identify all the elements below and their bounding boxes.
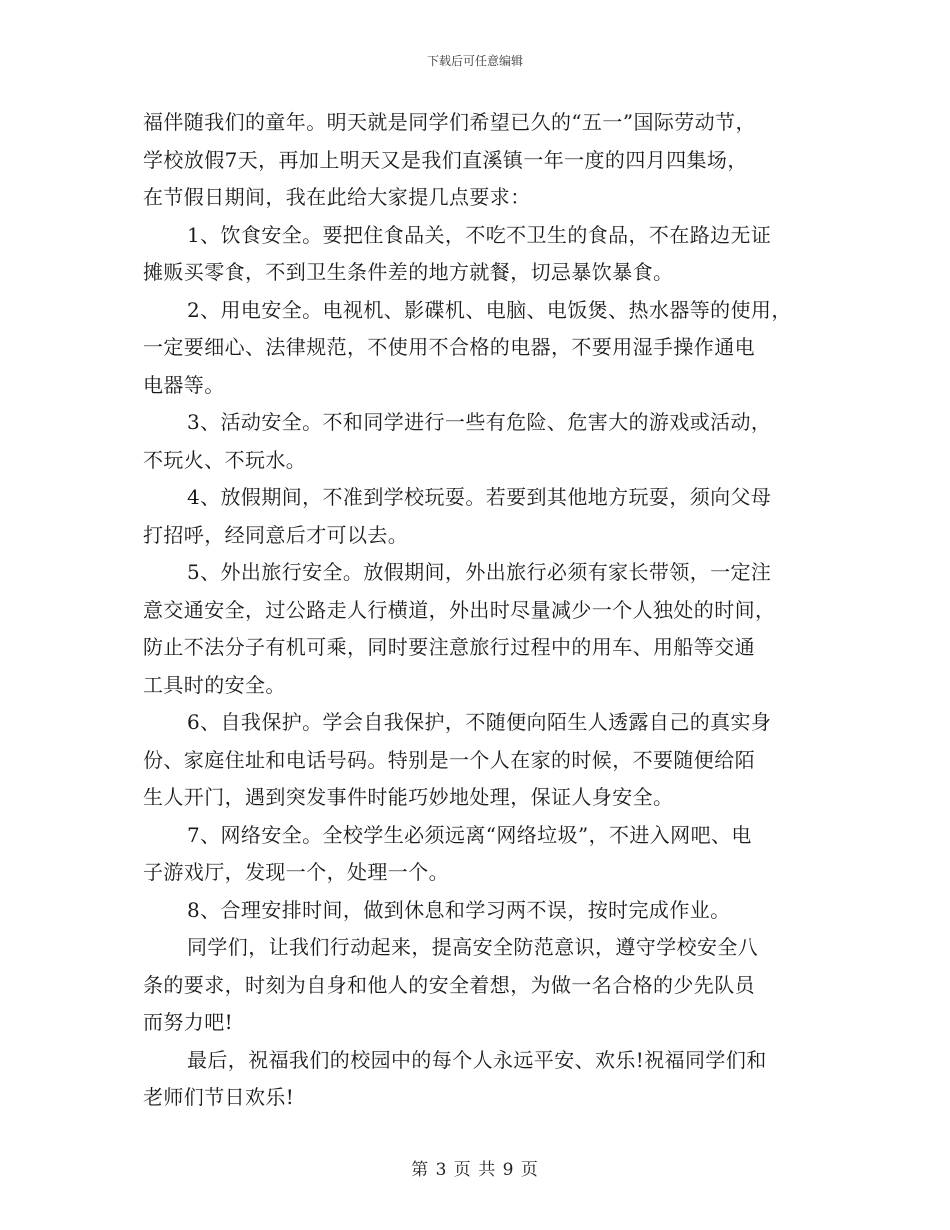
- text-line: 1、饮食安全。要把住食品关，不吃不卫生的食品，不在路边无证: [187, 222, 772, 247]
- text-line: 打招呼，经同意后才可以去。: [143, 522, 409, 547]
- text-line: 工具时的安全。: [143, 672, 286, 697]
- text-line: 5、外出旅行安全。放假期间，外出旅行必须有家长带领，一定注: [187, 560, 772, 584]
- text-line: 同学们，让我们行动起来，提高安全防范意识，遵守学校安全八: [187, 935, 759, 959]
- text-line: 摊贩买零食，不到卫生条件差的地方就餐，切忌暴饮暴食。: [143, 260, 674, 284]
- text-line: 7、网络安全。全校学生必须远离“网络垃圾”，不进入网吧、电: [187, 822, 752, 847]
- text-line: 4、放假期间，不准到学校玩耍。若要到其他地方玩耍，须向父母: [187, 485, 772, 509]
- page-footer-page-number: 第 3 页 共 9 页: [411, 1160, 539, 1180]
- text-line: 3、活动安全。不和同学进行一些有危险、危害大的游戏或活动，: [187, 410, 772, 434]
- text-line: 而努力吧!: [143, 1010, 234, 1034]
- text-line: 在节假日期间，我在此给大家提几点要求：: [143, 185, 531, 209]
- text-line: 电器等。: [143, 372, 225, 397]
- text-line: 不玩火、不玩水。: [143, 447, 307, 472]
- page-header: 下载后可任意编辑: [426, 54, 523, 68]
- text-line: 防止不法分子有机可乘，同时要注意旅行过程中的用车、用船等交通: [143, 635, 755, 659]
- text-line: 2、用电安全。电视机、影碟机、电脑、电饭煲、热水器等的使用，: [187, 297, 792, 322]
- text-line: 学校放假7天，再加上明天又是我们直溪镇一年一度的四月四集场，: [143, 147, 748, 172]
- text-line: 子游戏厅，发现一个，处理一个。: [143, 860, 449, 884]
- text-line: 老师们节日欢乐!: [143, 1085, 295, 1109]
- text-line: 8、合理安排时间，做到休息和学习两不误，按时完成作业。: [187, 897, 731, 922]
- text-line: 一定要细心、法律规范，不使用不合格的电器，不要用湿手操作通电: [143, 335, 755, 359]
- text-line: 份、家庭住址和电话号码。特别是一个人在家的时候，不要随便给陌: [143, 747, 755, 772]
- text-line: 最后，祝福我们的校园中的每个人永远平安、欢乐!祝福同学们和: [187, 1047, 767, 1072]
- text-line: 6、自我保护。学会自我保护，不随便向陌生人透露自己的真实身: [187, 710, 772, 734]
- text-line: 生人开门，遇到突发事件时能巧妙地处理，保证人身安全。: [143, 785, 674, 809]
- text-line: 条的要求，时刻为自身和他人的安全着想，为做一名合格的少先队员: [143, 972, 755, 997]
- text-line: 福伴随我们的童年。明天就是同学们希望已久的“五一”国际劳动节，: [143, 110, 756, 134]
- document-body: [143, 104, 823, 1117]
- text-line: 意交通安全，过公路走人行横道，外出时尽量减少一个人独处的时间，: [143, 597, 776, 622]
